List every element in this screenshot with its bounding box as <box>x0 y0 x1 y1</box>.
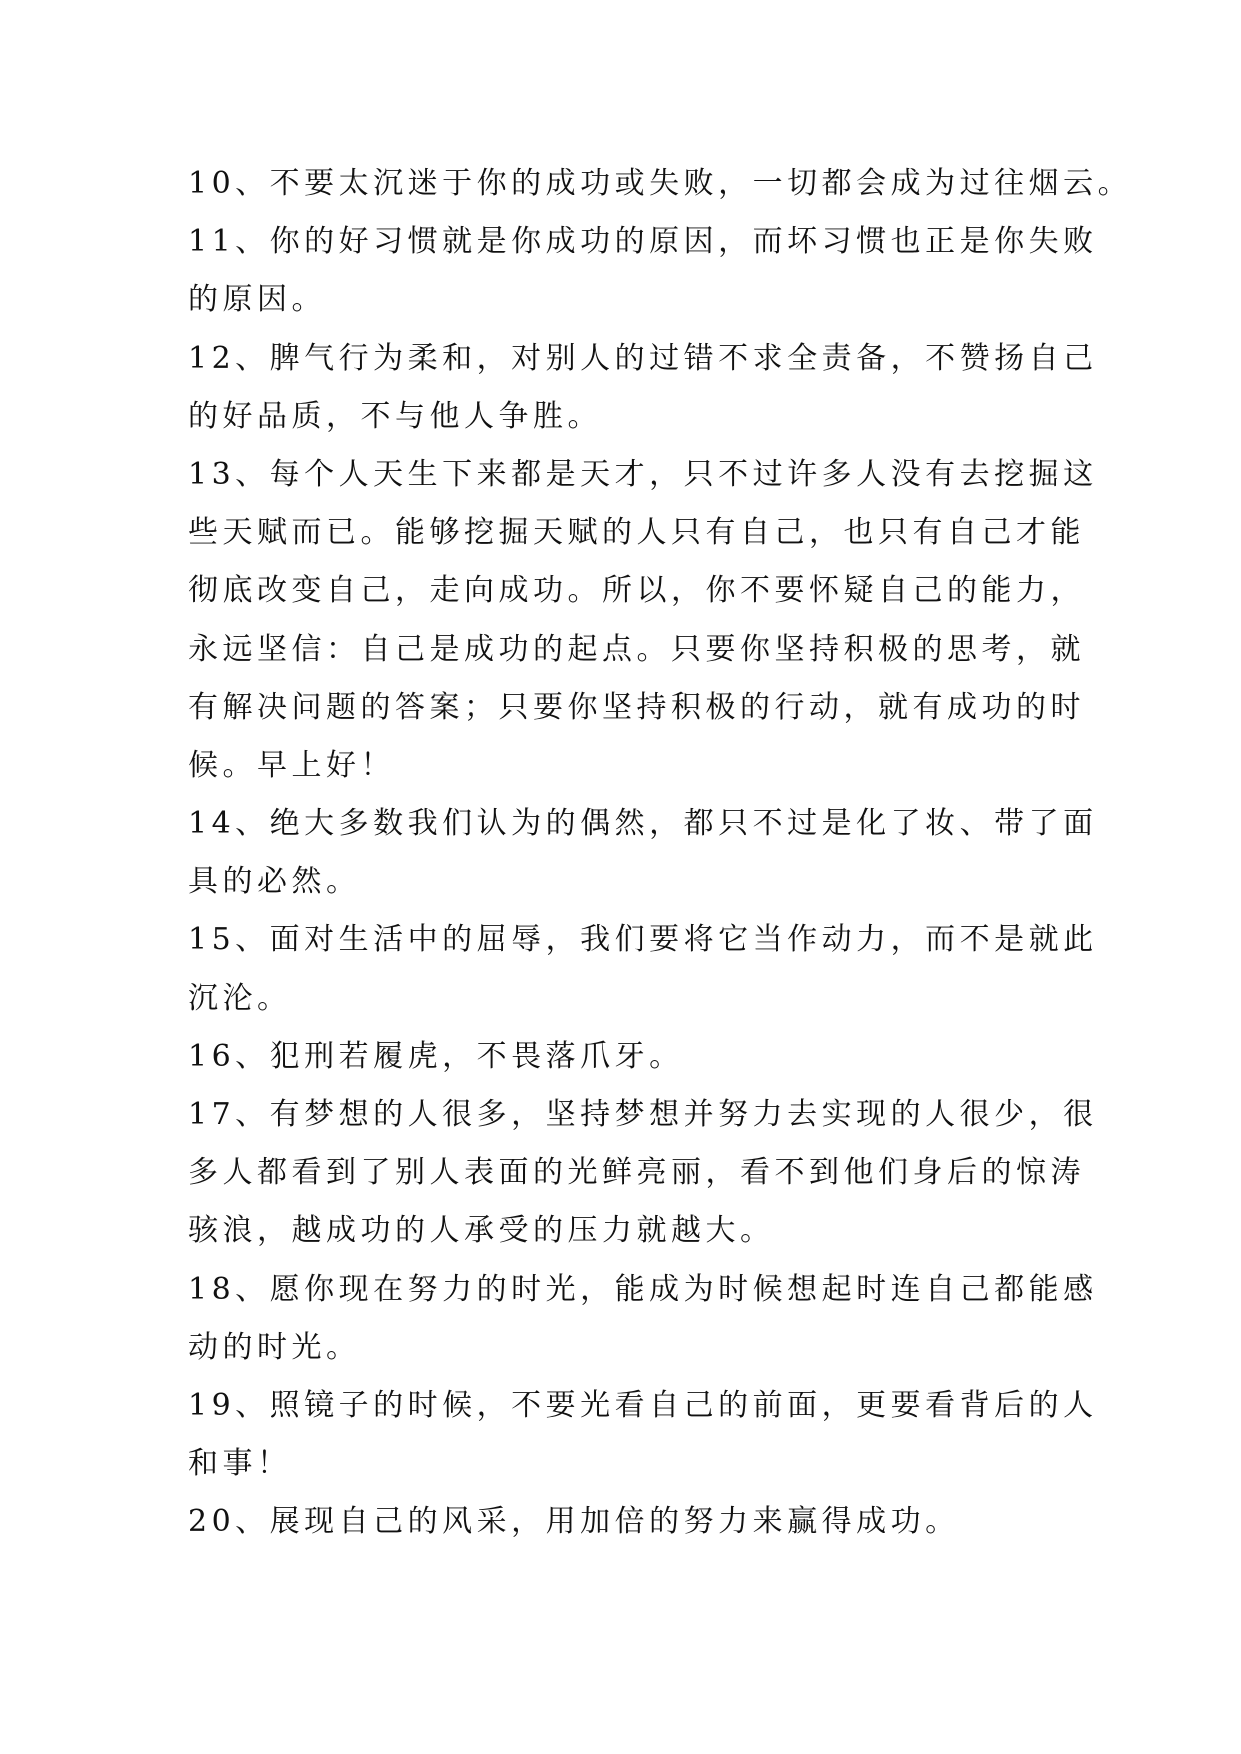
text-line: 彻底改变自己，走向成功。所以，你不要怀疑自己的能力， <box>188 573 1085 609</box>
text-line: 12、脾气行为柔和，对别人的过错不求全责备，不赞扬自己 <box>188 340 1098 376</box>
text-line: 骇浪，越成功的人承受的压力就越大。 <box>188 1213 775 1249</box>
text-line: 的好品质，不与他人争胜。 <box>188 398 602 434</box>
text-line: 13、每个人天生下来都是天才，只不过许多人没有去挖掘这 <box>188 456 1098 492</box>
text-line: 多人都看到了别人表面的光鲜亮丽，看不到他们身后的惊涛 <box>188 1155 1085 1191</box>
text-line: 10、不要太沉迷于你的成功或失败，一切都会成为过往烟云。 <box>188 166 1133 201</box>
text-line: 20、展现自己的风采，用加倍的努力来赢得成功。 <box>188 1504 960 1540</box>
text-line: 些天赋而已。能够挖掘天赋的人只有自己，也只有自己才能 <box>188 515 1085 551</box>
text-line: 动的时光。 <box>188 1329 361 1365</box>
text-line: 和事！ <box>188 1446 292 1482</box>
text-line: 具的必然。 <box>188 864 361 900</box>
text-line: 15、面对生活中的屈辱，我们要将它当作动力，而不是就此 <box>188 922 1098 958</box>
text-line: 永远坚信：自己是成功的起点。只要你坚持积极的思考，就 <box>188 631 1085 667</box>
text-line: 11、你的好习惯就是你成功的原因，而坏习惯也正是你失败 <box>188 224 1098 260</box>
document-body <box>188 155 1133 1552</box>
text-line: 有解决问题的答案；只要你坚持积极的行动，就有成功的时 <box>188 689 1085 725</box>
text-line: 沉沦。 <box>188 980 292 1016</box>
text-line: 18、愿你现在努力的时光，能成为时候想起时连自己都能感 <box>188 1271 1098 1307</box>
text-line: 19、照镜子的时候，不要光看自己的前面，更要看背后的人 <box>188 1387 1098 1423</box>
text-line: 的原因。 <box>188 282 326 318</box>
text-line: 17、有梦想的人很多，坚持梦想并努力去实现的人很少，很 <box>188 1097 1098 1132</box>
text-line: 14、绝大多数我们认为的偶然，都只不过是化了妆、带了面 <box>188 806 1098 842</box>
text-line: 候。早上好！ <box>188 747 395 783</box>
text-line: 16、犯刑若履虎，不畏落爪牙。 <box>188 1038 684 1074</box>
